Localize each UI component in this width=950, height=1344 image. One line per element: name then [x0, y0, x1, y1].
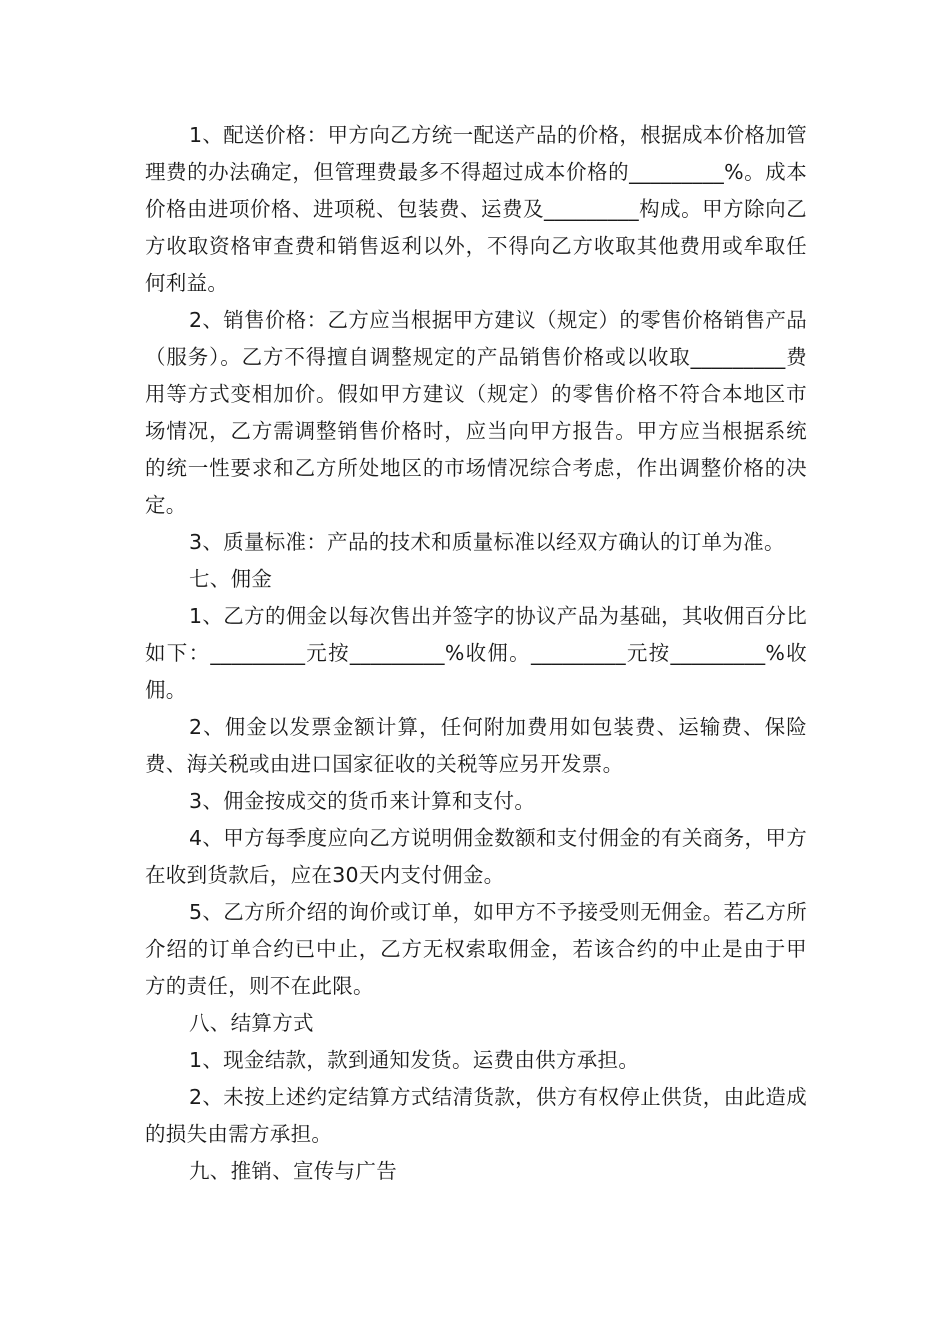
clause-delivery-price: 1、配送价格：甲方向乙方统一配送产品的价格，根据成本价格加管理费的办法确定，但管理费最多不得超过成本价格的_________%。成本价格由进项价格、进项税、包装费、运费及_________构成。甲方除向乙方收取资格审查费和销售返利以外，不得向乙方收取其他费用或牟取任何利益。 [145, 123, 807, 295]
clause-commission-payment: 4、甲方每季度应向乙方说明佣金数额和支付佣金的有关商务，甲方在收到货款后，应在30天内支付佣金。 [145, 826, 807, 887]
document-body [145, 117, 807, 1190]
clause-commission-currency: 3、佣金按成交的货币来计算和支付。 [189, 789, 536, 813]
clause-commission-invoice: 2、佣金以发票金额计算，任何附加费用如包装费、运输费、保险费、海关税或由进口国家征收的关税等应另开发票。 [145, 715, 807, 776]
clause-commission-exception: 5、乙方所介绍的询价或订单，如甲方不予接受则无佣金。若乙方所介绍的订单合约已中止，乙方无权索取佣金，若该合约的中止是由于甲方的责任，则不在此限。 [145, 900, 807, 998]
clause-settlement-breach: 2、未按上述约定结算方式结清货款，供方有权停止供货，由此造成的损失由需方承担。 [145, 1085, 807, 1146]
clause-commission-rate: 1、乙方的佣金以每次售出并签字的协议产品为基础，其收佣百分比如下：_________元按_________%收佣。_________元按_________%收佣。 [145, 604, 807, 702]
section-heading-settlement: 八、结算方式 [189, 1011, 314, 1035]
clause-quality-standard: 3、质量标准：产品的技术和质量标准以经双方确认的订单为准。 [189, 530, 785, 554]
section-heading-commission: 七、佣金 [189, 567, 273, 591]
clause-cash-settlement: 1、现金结款，款到通知发货。运费由供方承担。 [189, 1048, 640, 1072]
section-heading-promotion: 九、推销、宣传与广告 [189, 1159, 397, 1183]
clause-sales-price: 2、销售价格：乙方应当根据甲方建议（规定）的零售价格销售产品（服务）。乙方不得擅自调整规定的产品销售价格或以收取_________费用等方式变相加价。假如甲方建议（规定）的零售价格不符合本地区市场情况，乙方需调整销售价格时，应当向甲方报告。甲方应当根据系统的统一性要求和乙方所处地区的市场情况综合考虑，作出调整价格的决定。 [145, 308, 807, 517]
